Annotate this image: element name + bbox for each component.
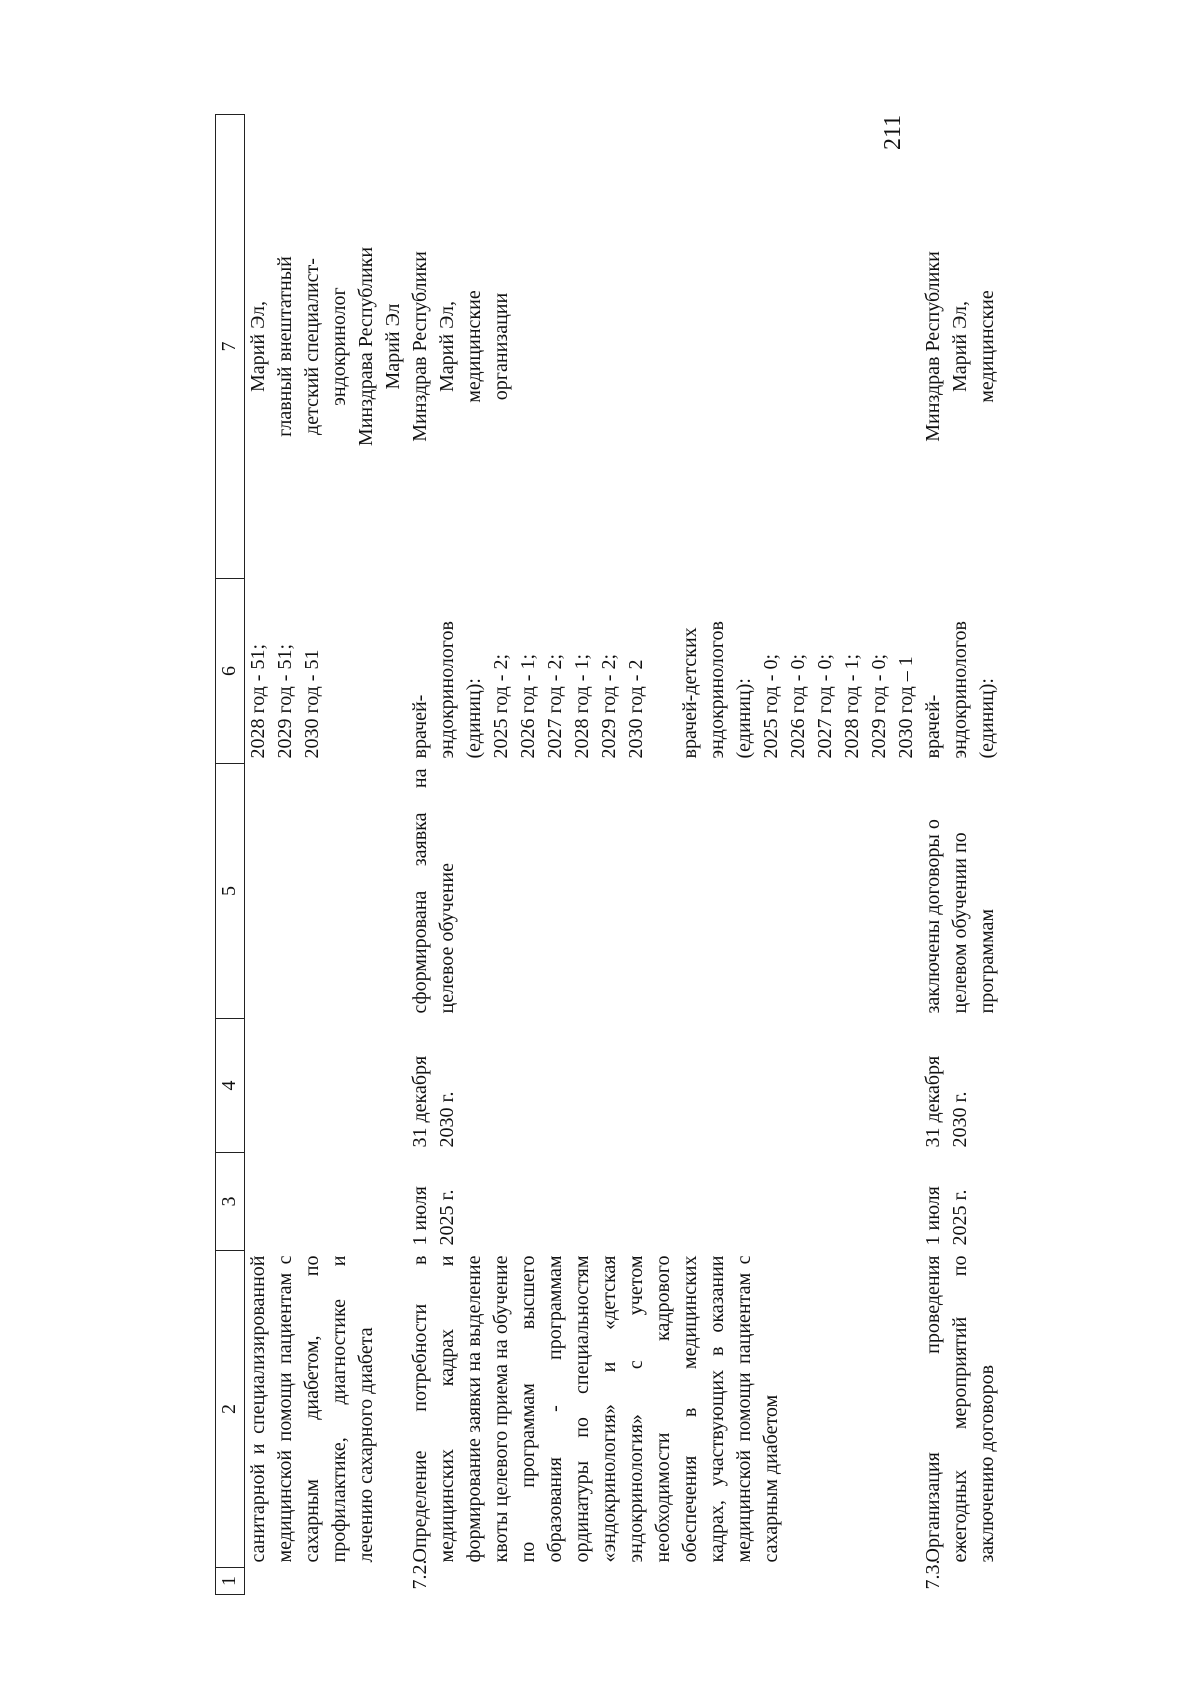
table-row: [920, 115, 1001, 1595]
start-date: [245, 1153, 408, 1251]
table-row: [407, 115, 920, 1595]
table-row: [245, 115, 408, 1595]
responsible-line: организации: [490, 292, 512, 401]
responsible-line: Минздрав Республики: [922, 251, 944, 442]
indicator-line: 2029 год - 51;: [274, 643, 296, 759]
indicator-line: 2025 год - 2;: [490, 653, 512, 759]
responsible-line: Марий Эл,: [436, 301, 458, 392]
end-date: [245, 1019, 408, 1153]
end-date: 31 декабря 2030 г.: [922, 1055, 971, 1148]
indicator-line: эндокринологов: [949, 621, 971, 759]
indicator-line: (единиц):: [733, 678, 755, 759]
indicator-line: 2025 год - 0;: [760, 653, 782, 759]
indicator-cell: [245, 579, 408, 764]
column-header: 6: [216, 579, 245, 764]
responsible-line: Минздрава Республики: [355, 246, 377, 447]
responsible-line: Марий Эл: [382, 303, 404, 390]
column-header: 2: [216, 1251, 245, 1568]
result-text: сформирована заявка на целевое обучение: [409, 768, 458, 1014]
column-header: 4: [216, 1019, 245, 1153]
indicator-line: врачей-: [922, 694, 944, 759]
responsible-line: эндокринолог: [328, 287, 350, 406]
action-text: Определение потребности в медицинских кадрах и формирование заявки на выделение квоты целевого приема на обучение по программам высшего образования - программам ординатуры по специальностям «эндокринология» и «детская эндокринология» с учетом необходимости кадрового обеспечения в медицинских кадрах, участвующих в оказании медицинской помощи пациентам с сахарным диабетом: [409, 1255, 782, 1563]
result-text: заключены договоры о целевом обучении по программам: [922, 819, 998, 1014]
indicator-line: эндокринологов: [436, 621, 458, 759]
column-header: 3: [216, 1153, 245, 1251]
responsible-line: медицинские: [463, 290, 485, 403]
action-text: санитарной и специализированной медицинской помощи пациентам с сахарным диабетом, по профилактике, диагностике и лечению сахарного диабета: [247, 1255, 377, 1563]
result-text: [245, 764, 408, 1019]
indicator-line: (единиц):: [463, 678, 485, 759]
indicator-line: 2026 год - 0;: [787, 653, 809, 759]
indicator-cell: [920, 579, 1001, 764]
indicator-line: 2028 год - 1;: [841, 653, 863, 759]
indicator-line: 2029 год - 2;: [598, 653, 620, 759]
page-number: 211: [880, 114, 906, 150]
indicator-line: 2028 год - 1;: [571, 653, 593, 759]
responsible-line: Минздрав Республики: [409, 251, 431, 442]
responsible-line: Марий Эл,: [949, 301, 971, 392]
indicator-line: (единиц):: [976, 678, 998, 759]
indicator-line: 2030 год - 2: [625, 659, 647, 759]
indicator-line: 2028 год - 51;: [247, 643, 269, 759]
indicator-line: 2030 год – 1: [895, 656, 917, 759]
column-header: 5: [216, 764, 245, 1019]
end-date: 31 декабря 2030 г.: [409, 1055, 458, 1148]
responsible-line: Марий Эл,: [247, 301, 269, 392]
responsible-line: детский специалист-: [301, 258, 323, 435]
action-text: Организация проведения ежегодных мероприятий по заключению договоров: [922, 1255, 998, 1563]
start-date: 1 июля 2025 г.: [922, 1186, 971, 1246]
indicator-line: 2026 год - 1;: [517, 653, 539, 759]
responsible-line: главный внештатный: [274, 256, 296, 437]
indicator-line: 2029 год - 0;: [868, 653, 890, 759]
responsible-cell: [920, 115, 1001, 579]
row-number: 7.2.: [409, 1559, 431, 1590]
indicator-line: 2027 год - 2;: [544, 653, 566, 759]
table-header-row: [216, 115, 245, 1595]
plan-table: [215, 114, 1001, 1595]
row-number: 7.3.: [922, 1559, 944, 1590]
indicator-spacer: [650, 584, 677, 759]
column-header: 1: [216, 1568, 245, 1595]
responsible-line: медицинские: [976, 290, 998, 403]
responsible-cell: [245, 115, 408, 579]
responsible-cell: [407, 115, 920, 579]
indicator-line: врачей-: [409, 694, 431, 759]
row-number: [245, 1568, 408, 1595]
indicator-line: эндокринологов: [706, 621, 728, 759]
indicator-line: 2027 год - 0;: [814, 653, 836, 759]
rotated-page-content: [215, 115, 1115, 1595]
indicator-cell: [407, 579, 920, 764]
column-header: 7: [216, 115, 245, 579]
indicator-line: врачей-детских: [679, 627, 701, 759]
indicator-line: 2030 год - 51: [301, 649, 323, 759]
start-date: 1 июля 2025 г.: [409, 1186, 458, 1246]
